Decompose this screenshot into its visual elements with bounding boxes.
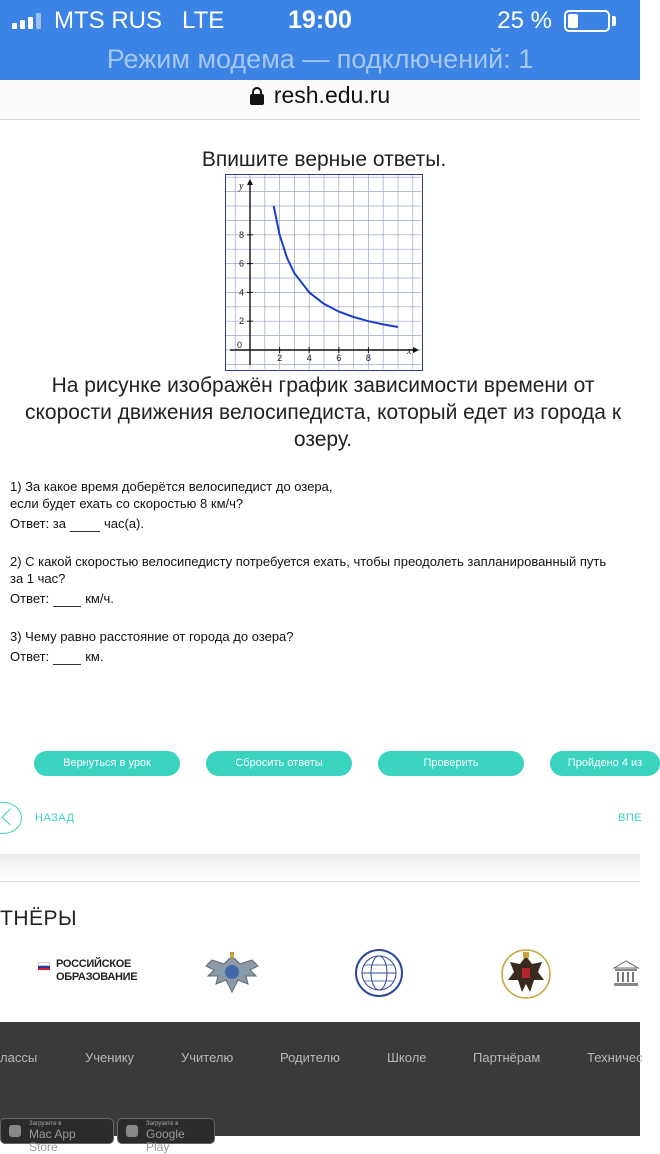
series-line <box>274 206 398 327</box>
apple-icon <box>9 1125 21 1137</box>
footer-link-classes[interactable]: лассы <box>0 1050 38 1065</box>
address-bar[interactable] <box>0 80 640 120</box>
ministry-emblem-icon[interactable] <box>202 950 262 998</box>
partner-russian-education-logo[interactable] <box>38 958 137 1008</box>
answer-1-prefix: Ответ: за <box>10 516 66 531</box>
y-tick-label: 2 <box>238 316 244 327</box>
function-graph <box>225 174 423 371</box>
answer-2-prefix: Ответ: <box>10 591 50 606</box>
russian-flag-icon <box>38 962 50 970</box>
reset-answers-button[interactable]: Сбросить ответы <box>206 751 352 776</box>
app-store-small-text: Загрузите в <box>29 1121 62 1127</box>
footer-link-teacher[interactable]: Учителю <box>181 1050 234 1065</box>
section-divider <box>0 854 640 882</box>
lock-icon <box>250 87 264 105</box>
question-2-text-2: за 1 час? <box>10 571 66 586</box>
battery-tip <box>612 16 616 26</box>
google-play-badge[interactable] <box>117 1118 215 1154</box>
y-tick-label: 4 <box>238 287 244 298</box>
y-axis-arrow <box>247 179 253 185</box>
geographic-society-logo[interactable] <box>350 948 408 998</box>
question-2 <box>10 553 640 607</box>
nav-back-link[interactable]: НАЗАД <box>35 812 75 824</box>
answer-1-input[interactable] <box>70 516 100 532</box>
battery-percent: 25 % <box>497 7 552 34</box>
origin-label: 0 <box>236 340 242 350</box>
battery-fill <box>568 14 578 28</box>
partners-title: ТНЁРЫ <box>0 907 78 930</box>
y-tick-label: 8 <box>238 229 244 240</box>
partner-ro-line1: РОССИЙСКОЕ <box>56 958 131 970</box>
answer-1-suffix: час(а). <box>104 516 145 531</box>
task-description: На рисунке изображён график зависимости времени от скорости движения велосипедиста, который едет из города к озеру. <box>24 374 622 451</box>
hotspot-banner[interactable]: Режим модема — подключений: 1 <box>0 40 640 80</box>
progress-button[interactable]: Пройдено 4 из <box>550 751 660 776</box>
question-1-text: 1) За какое время доберётся велосипедист до озера, <box>10 479 333 494</box>
question-1 <box>10 478 640 532</box>
footer-link-student[interactable]: Ученику <box>85 1050 135 1065</box>
battery-icon <box>564 10 610 32</box>
y-axis-label: y <box>239 181 244 192</box>
graph-svg <box>226 175 421 369</box>
question-2-text: 2) С какой скоростью велосипедисту потребуется ехать, чтобы преодолеть запланированный путь <box>10 554 607 569</box>
x-tick-label: 6 <box>336 353 342 363</box>
footer-link-parent[interactable]: Родителю <box>280 1050 340 1065</box>
question-3 <box>10 628 640 665</box>
x-axis-label: x <box>407 346 412 357</box>
answer-2-suffix: км/ч. <box>85 591 114 606</box>
footer-link-partners[interactable]: Партнёрам <box>473 1050 541 1065</box>
building-logo-icon[interactable] <box>612 958 640 988</box>
url-text[interactable]: resh.edu.ru <box>273 82 391 108</box>
footer-link-tech[interactable]: Техничес <box>587 1050 643 1065</box>
x-tick-label: 2 <box>277 353 283 363</box>
back-to-lesson-button[interactable]: Вернуться в урок <box>34 751 180 776</box>
answer-3-suffix: км. <box>85 649 104 664</box>
y-tick-label: 6 <box>238 258 244 269</box>
x-tick-label: 4 <box>306 353 312 363</box>
question-3-text: 3) Чему равно расстояние от города до озера? <box>10 629 294 644</box>
nav-next-link[interactable]: ВПЕ <box>618 812 643 824</box>
status-bar <box>0 0 640 40</box>
partner-ro-line2: ОБРАЗОВАНИЕ <box>56 971 138 983</box>
emergency-ministry-emblem-icon[interactable] <box>500 948 552 1000</box>
google-play-small-text: Загрузите в <box>146 1121 179 1127</box>
answer-3-input[interactable] <box>53 649 81 665</box>
google-play-icon <box>126 1125 138 1137</box>
clock: 19:00 <box>288 6 352 34</box>
answer-2-input[interactable] <box>53 591 81 607</box>
task-title: Впишите верные ответы. <box>201 148 447 171</box>
x-axis-arrow <box>413 347 419 353</box>
question-1-text-2: если будет ехать со скоростью 8 км/ч? <box>10 496 244 511</box>
app-store-badge[interactable] <box>0 1118 114 1154</box>
footer-link-school[interactable]: Школе <box>387 1050 427 1065</box>
app-store-big-text: Mac App Store <box>29 1127 76 1154</box>
x-tick-label: 8 <box>365 353 371 363</box>
check-button[interactable]: Проверить <box>378 751 524 776</box>
google-play-big-text: Google Play <box>146 1127 185 1154</box>
answer-3-prefix: Ответ: <box>10 649 50 664</box>
carrier-label: MTS RUS LTE <box>54 7 225 34</box>
